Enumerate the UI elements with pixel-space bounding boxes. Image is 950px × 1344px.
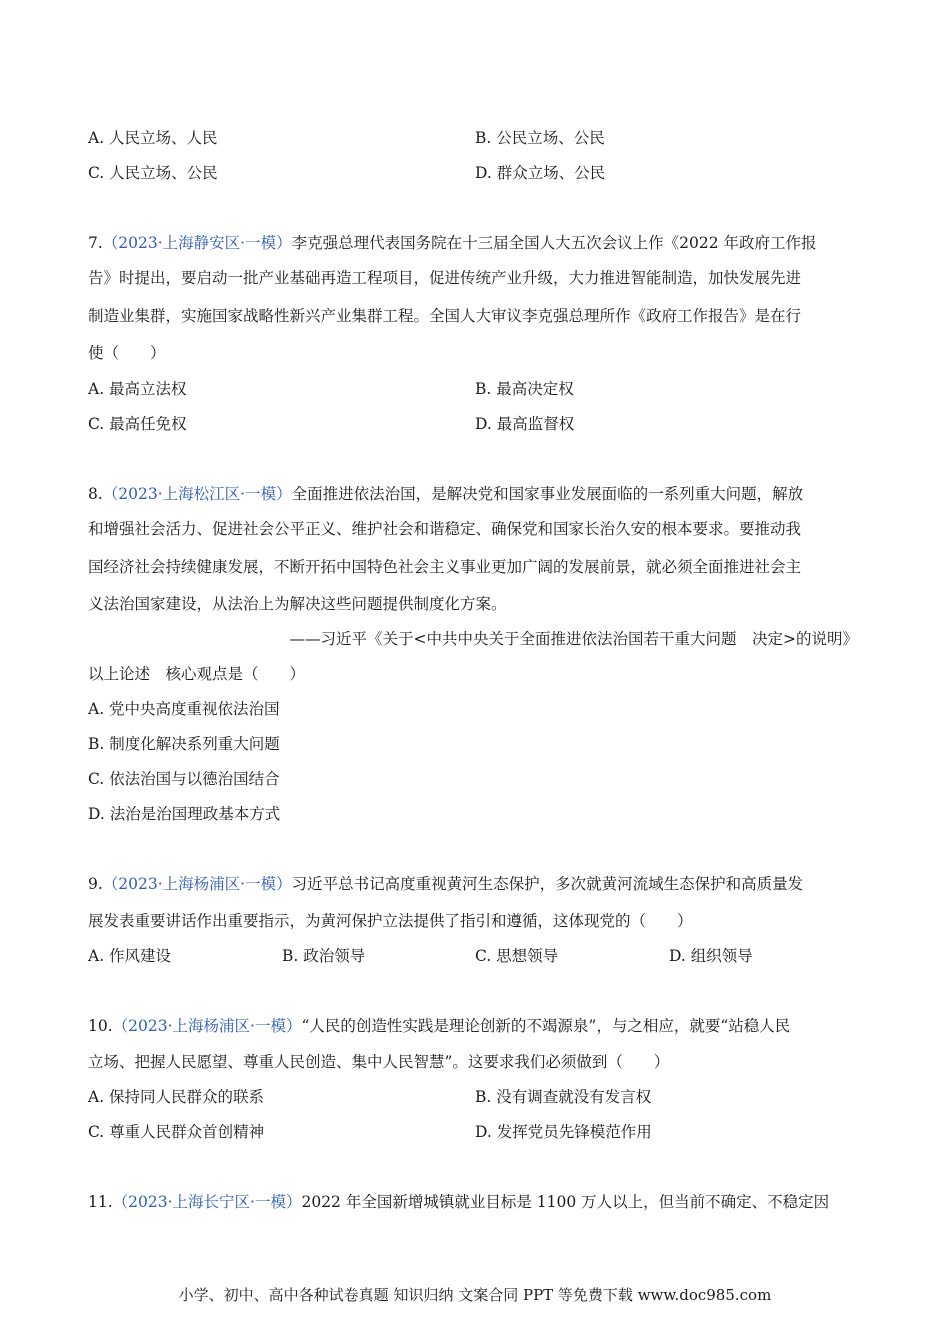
q7-option-a: A. 最高立法权 (88, 380, 187, 398)
q8-source: （2023·上海松江区·一模） (102, 485, 292, 503)
q8-option-b: B. 制度化解决系列重大问题 (88, 735, 280, 753)
q8-option-a: A. 党中央高度重视依法治国 (88, 700, 280, 718)
q8-question-stem: 以上论述 核心观点是（ ） (88, 665, 306, 683)
q11-text-1: 2022 年全国新增城镇就业目标是 1100 万人以上，但当前不确定、不稳定因 (301, 1193, 830, 1211)
q7-stem-line-1 (88, 233, 817, 253)
q7-stem-line-3: 制造业集群，实施国家战略性新兴产业集群工程。全国人大审议李克强总理所作《政府工作报告》是在行 (88, 307, 802, 325)
q11-number: 11. (88, 1193, 113, 1211)
q8-stem-line-1 (88, 484, 803, 504)
q7-option-c: C. 最高任免权 (88, 415, 187, 433)
q9-source: （2023·上海杨浦区·一模） (102, 875, 292, 893)
q10-stem-line-2: 立场、把握人民愿望、尊重人民创造、集中人民智慧”。这要求我们必须做到（ ） (88, 1053, 670, 1071)
q10-option-c: C. 尊重人民群众首创精神 (88, 1123, 265, 1141)
q9-number: 9. (88, 875, 103, 893)
q6-option-c: C. 人民立场、公民 (88, 164, 218, 182)
q8-text-1: 全面推进依法治国，是解决党和国家事业发展面临的一系列重大问题，解放 (291, 485, 804, 503)
q11-stem-line-1 (88, 1192, 829, 1212)
q8-stem-line-2: 和增强社会活力、促进社会公平正义、维护社会和谐稳定、确保党和国家长治久安的根本要求。要推动我 (88, 520, 802, 538)
q9-stem-line-1 (88, 874, 803, 894)
q7-number: 7. (88, 234, 103, 252)
q8-quote-attribution: ——习近平《关于<中共中央关于全面推进依法治国若干重大问题 决定>的说明》 (289, 630, 858, 648)
q6-option-d: D. 群众立场、公民 (475, 164, 606, 182)
q9-stem-line-2: 展发表重要讲话作出重要指示，为黄河保护立法提供了指引和遵循，这体现党的（ ） (88, 912, 693, 930)
q9-option-d: D. 组织领导 (669, 947, 753, 965)
q7-option-b: B. 最高决定权 (475, 380, 574, 398)
q11-source: （2023·上海长宁区·一模） (112, 1193, 302, 1211)
q7-stem-line-4: 使（ ） (88, 344, 166, 362)
q8-option-c: C. 依法治国与以德治国结合 (88, 770, 280, 788)
q9-option-a: A. 作风建设 (88, 947, 172, 965)
q8-stem-line-3: 国经济社会持续健康发展，不断开拓中国特色社会主义事业更加广阔的发展前景，就必须全面推进社会主 (88, 558, 802, 576)
q10-option-a: A. 保持同人民群众的联系 (88, 1088, 265, 1106)
q8-option-d: D. 法治是治国理政基本方式 (88, 805, 281, 823)
q10-option-d: D. 发挥党员先锋模范作用 (475, 1123, 652, 1141)
q10-option-b: B. 没有调查就没有发言权 (475, 1088, 652, 1106)
q8-stem-line-4: 义法治国家建设，从法治上为解决这些问题提供制度化方案。 (88, 595, 507, 613)
q7-stem-line-2: 告》时提出，要启动一批产业基础再造工程项目，促进传统产业升级，大力推进智能制造，加快发展先进 (88, 269, 802, 287)
q9-option-b: B. 政治领导 (282, 947, 366, 965)
q7-option-d: D. 最高监督权 (475, 415, 575, 433)
q8-number: 8. (88, 485, 103, 503)
q10-number: 10. (88, 1017, 113, 1035)
q10-stem-line-1 (88, 1016, 790, 1036)
page-footer: 小学、初中、高中各种试卷真题 知识归纳 文案合同 PPT 等免费下载 www.doc985.com (178, 1286, 772, 1304)
q9-text-1: 习近平总书记高度重视黄河生态保护，多次就黄河流域生态保护和高质量发 (291, 875, 804, 893)
q10-text-1: “人民的创造性实践是理论创新的不竭源泉”，与之相应，就要“站稳人民 (301, 1017, 791, 1035)
q9-option-c: C. 思想领导 (475, 947, 559, 965)
q6-option-b: B. 公民立场、公民 (475, 129, 605, 147)
q10-source: （2023·上海杨浦区·一模） (112, 1017, 302, 1035)
q7-source: （2023·上海静安区·一模） (102, 234, 292, 252)
q6-option-a: A. 人民立场、人民 (88, 129, 218, 147)
q7-text-1: 李克强总理代表国务院在十三届全国人大五次会议上作《2022 年政府工作报 (291, 234, 817, 252)
